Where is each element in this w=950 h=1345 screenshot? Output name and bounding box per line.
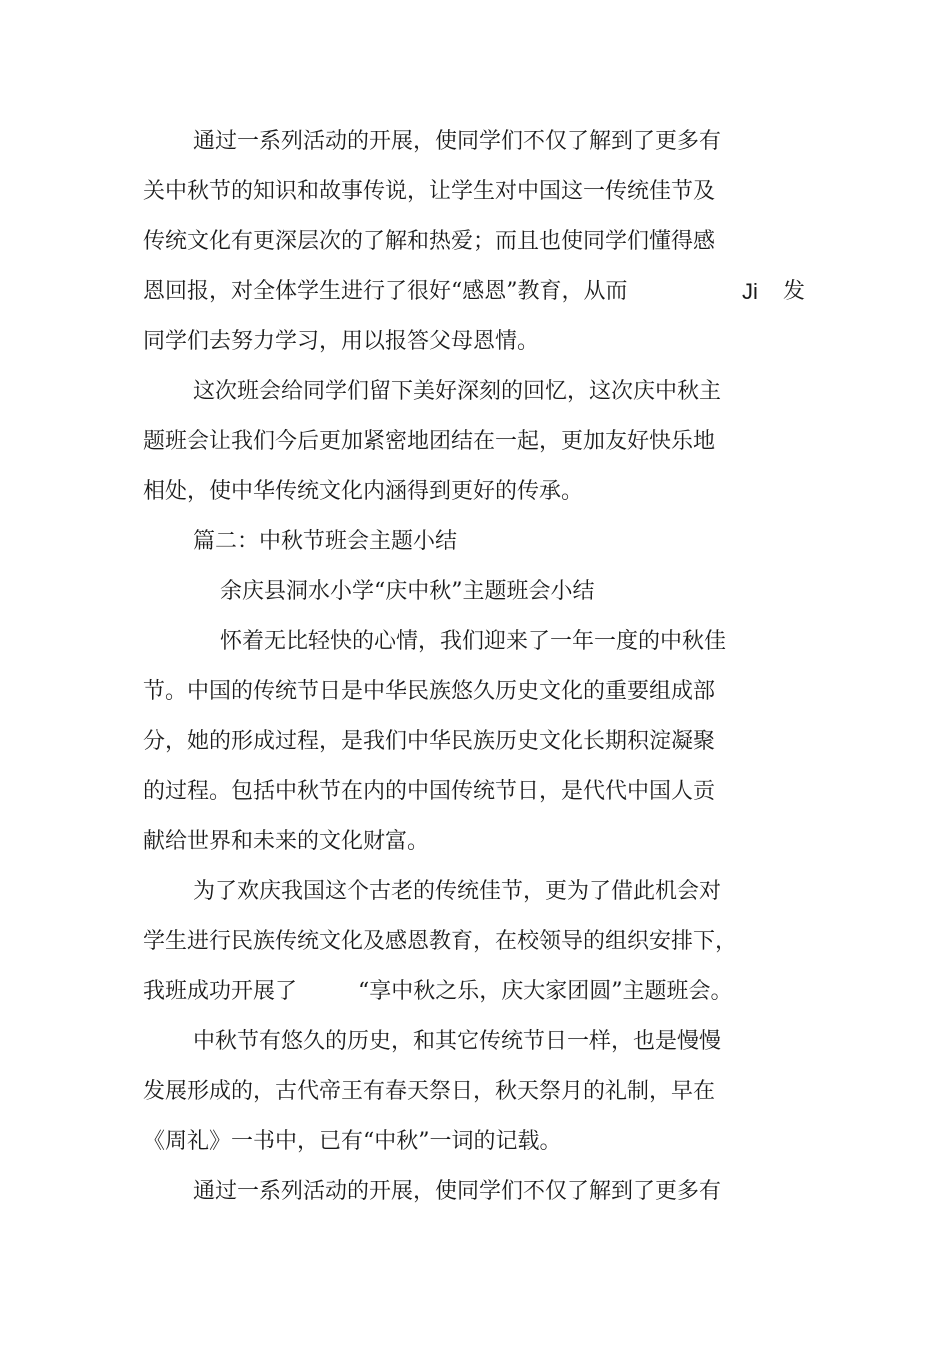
stray-text-ji: Ji <box>742 279 758 304</box>
text-line: 恩回报，对全体学生进行了很好“感恩”教育，从而 <box>143 279 628 304</box>
text-line: 发展形成的，古代帝王有春天祭日，秋天祭月的礼制，早在 <box>143 1079 716 1104</box>
text-line: 这次班会给同学们留下美好深刻的回忆，这次庆中秋主 <box>193 379 722 404</box>
text-line: 同学们去努力学习，用以报答父母恩情。 <box>143 329 540 354</box>
text-line: “享中秋之乐，庆大家团圆”主题班会。 <box>358 979 733 1004</box>
text-line: 题班会让我们今后更加紧密地团结在一起，更加友好快乐地 <box>143 429 716 454</box>
text-line: 中秋节有悠久的历史，和其它传统节日一样，也是慢慢 <box>193 1029 722 1054</box>
text-line: 通过一系列活动的开展，使同学们不仅了解到了更多有 <box>193 129 722 154</box>
section-heading: 篇二：中秋节班会主题小结 <box>193 529 458 554</box>
text-line: 关中秋节的知识和故事传说，让学生对中国这一传统佳节及 <box>143 179 716 204</box>
text-line: 通过一系列活动的开展，使同学们不仅了解到了更多有 <box>193 1179 722 1204</box>
text-line: 分，她的形成过程，是我们中华民族历史文化长期积淀凝聚 <box>143 729 716 754</box>
text-line: 发 <box>783 279 806 304</box>
text-line: 《周礼》一书中，已有“中秋”一词的记载。 <box>143 1129 562 1154</box>
text-line: 我班成功开展了 <box>143 979 298 1004</box>
text-line: 相处，使中华传统文化内涵得到更好的传承。 <box>143 479 584 504</box>
text-line: 的过程。包括中秋节在内的中国传统节日，是代代中国人贡 <box>143 779 716 804</box>
text-line: 学生进行民族传统文化及感恩教育，在校领导的组织安排下， <box>143 929 738 954</box>
document-title: 余庆县洞水小学“庆中秋”主题班会小结 <box>220 579 595 604</box>
text-line: 献给世界和未来的文化财富。 <box>143 829 430 854</box>
text-line: 为了欢庆我国这个古老的传统佳节，更为了借此机会对 <box>193 879 722 904</box>
text-line: 怀着无比轻快的心情，我们迎来了一年一度的中秋佳 <box>220 629 727 654</box>
text-line: 传统文化有更深层次的了解和热爱；而且也使同学们懂得感 <box>143 229 716 254</box>
text-line: 节。中国的传统节日是中华民族悠久历史文化的重要组成部 <box>143 679 716 704</box>
